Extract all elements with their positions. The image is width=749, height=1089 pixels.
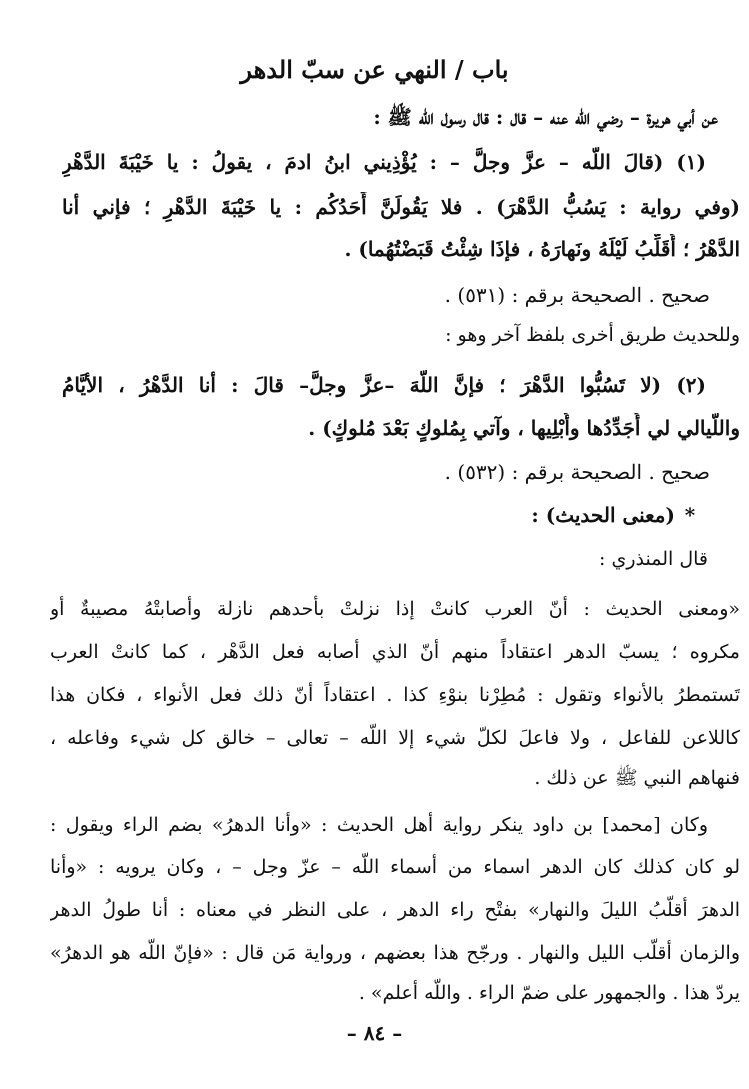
para1-line-1: «ومعنى الحديث : أنّ العرب كانتْ إذا نزلتْ بأحدهم نازلة وأصابتْهُ مصيبةٌ أو	[50, 598, 740, 620]
para2-line-2: لو كان كذلك كان الدهر اسماء من أسماء اللّه – عزّ وجل – ، وكان يرويه : «وأنا	[50, 856, 740, 878]
hadith2-line-1: (٢) (لا تَسُبُّوا الدَّهْرَ ؛ فإنَّ اللّهَ –عزَّ وجلَّ– قالَ : أنا الدَّهْرُ ، الأيَّامُ	[62, 373, 706, 397]
para2-line-3: الدهرَ أقلّبُ الليلَ والنهار» بفتْح راء الدهر ، على النظر في معناه : أنا طولُ الدهر	[50, 899, 740, 921]
another-route-note: وللحديث طريق أخرى بلفظ آخر وهو :	[445, 324, 740, 346]
para1-line-2: مكروه ؛ يسبّ الدهر اعتقاداً منهم أنّ الذي أصابه فعل الدَّهْر ، كما كانتْ العرب	[50, 641, 740, 663]
hadith-intro: عن أبي هريرة – رضي الله عنه – قال : قال رسول الله ﷺ :	[373, 105, 718, 129]
para2-line-1: وكان [محمد] بن داود ينكر رواية أهل الحديث : «وأنا الدهرُ» بضم الراء ويقول :	[50, 814, 708, 836]
hadith1-line-3: الدَّهْرُ ؛ أُقَلِّبُ لَيْلَهُ ونَهارَهُ ، فإذَا شِئْتُ قَبَضْتُهُما) .	[344, 237, 740, 261]
para1-line-5: فنهاهم النبي ﷺ عن ذلك .	[534, 767, 740, 789]
hadith1-line-1: (١) (قالَ اللّه – عزَّ وجلَّ – : يُؤْذِيني ابنُ ادمَ ، يقولُ : يا خَيْبَةَ الدَّهْرِ	[62, 150, 706, 174]
para2-line-5: يردّ هذا . والجمهور على ضمّ الراء . واللّه أعلم» .	[358, 982, 740, 1004]
chapter-title: باب / النهي عن سبّ الدهر	[240, 55, 509, 84]
hadith2-line-2: واللَّيالي لي أُجَدِّدُها وأُبْلِيها ، وآتي بِمُلوكٍ بَعْدَ مُلوكٍ) .	[308, 416, 740, 440]
hadith1-line-2: (وفي رواية : يَسُبُّ الدَّهْرَ) . فلا يَقُولَنَّ أَحَدُكُم : يا خَيْبَةَ الدَّهْرِ ؛ فإني أنا	[62, 195, 740, 219]
meaning-heading: (معنى الحديث) :	[531, 503, 675, 527]
grading-1: صحيح . الصحيحة برقم : (٥٣١) .	[444, 283, 710, 307]
page-number: – ٨٤ –	[346, 1021, 403, 1045]
para2-line-4: والزمان أقلّب الليل والنهار . ورجّح هذا بعضهم ، ورواية مَن قال : «فإنّ اللّه هو الدهرُ»	[50, 942, 740, 964]
star-marker: *	[684, 503, 696, 527]
para1-line-4: كاللاعن للفاعل ، ولا فاعلَ لكلّ شيء إلا اللّه – تعالى – خالق كل شيء وفاعله ،	[50, 727, 740, 749]
grading-2: صحيح . الصحيحة برقم : (٥٣٢) .	[444, 460, 710, 484]
mundhiri-label: قال المنذري :	[599, 548, 708, 570]
para1-line-3: تَستمطرُ بالأنواء وتقول : مُطِرْنا بنوْءِ كذا . اعتقاداً أنّ ذلك فعل الأنواء ، فكان هذا	[50, 684, 740, 706]
